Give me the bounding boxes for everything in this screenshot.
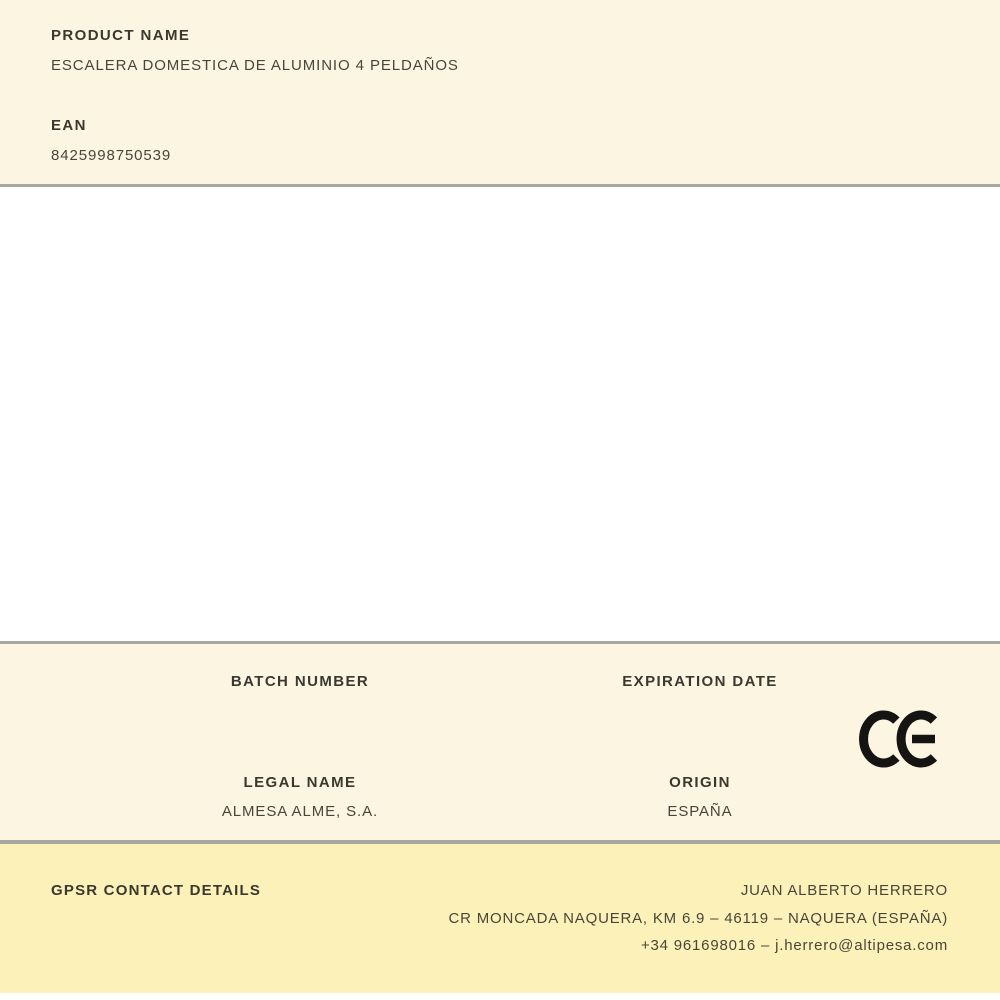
contact-phone-email: +34 961698016 – j.herrero@altipesa.com	[640, 937, 948, 954]
ean-label: EAN	[51, 117, 87, 134]
origin-value: ESPAÑA	[667, 803, 733, 820]
product-name-value: ESCALERA DOMESTICA DE ALUMINIO 4 PELDAÑOS	[51, 57, 459, 74]
product-name-label: PRODUCT NAME	[51, 27, 191, 44]
ean-field	[51, 117, 949, 165]
ean-value: 8425998750539	[51, 147, 172, 164]
blank-middle-area	[0, 187, 1000, 644]
batch-number-label: BATCH NUMBER	[230, 673, 370, 690]
batch-info-section	[0, 644, 1000, 843]
gpsr-contact-label: GPSR CONTACT DETAILS	[51, 882, 262, 899]
origin-label: ORIGIN	[669, 774, 731, 791]
legal-name-field	[100, 774, 500, 821]
expiration-date-label: EXPIRATION DATE	[622, 673, 778, 690]
contact-name: JUAN ALBERTO HERRERO	[740, 882, 948, 899]
product-header-section	[0, 0, 1000, 187]
info-row-legal-origin	[100, 774, 900, 821]
info-row-batch-expiration	[100, 673, 900, 702]
product-name-field	[51, 27, 949, 75]
legal-name-value: ALMESA ALME, S.A.	[221, 803, 379, 820]
ce-mark-icon	[856, 708, 944, 772]
legal-name-label: LEGAL NAME	[243, 774, 357, 791]
origin-field	[500, 774, 900, 821]
contact-address: CR MONCADA NAQUERA, KM 6.9 – 46119 – NAQUERA (ESPAÑA)	[448, 909, 948, 927]
gpsr-contact-section	[0, 843, 1000, 993]
expiration-date-field	[500, 673, 900, 702]
gpsr-contact-lines	[449, 877, 948, 960]
batch-number-field	[100, 673, 500, 702]
